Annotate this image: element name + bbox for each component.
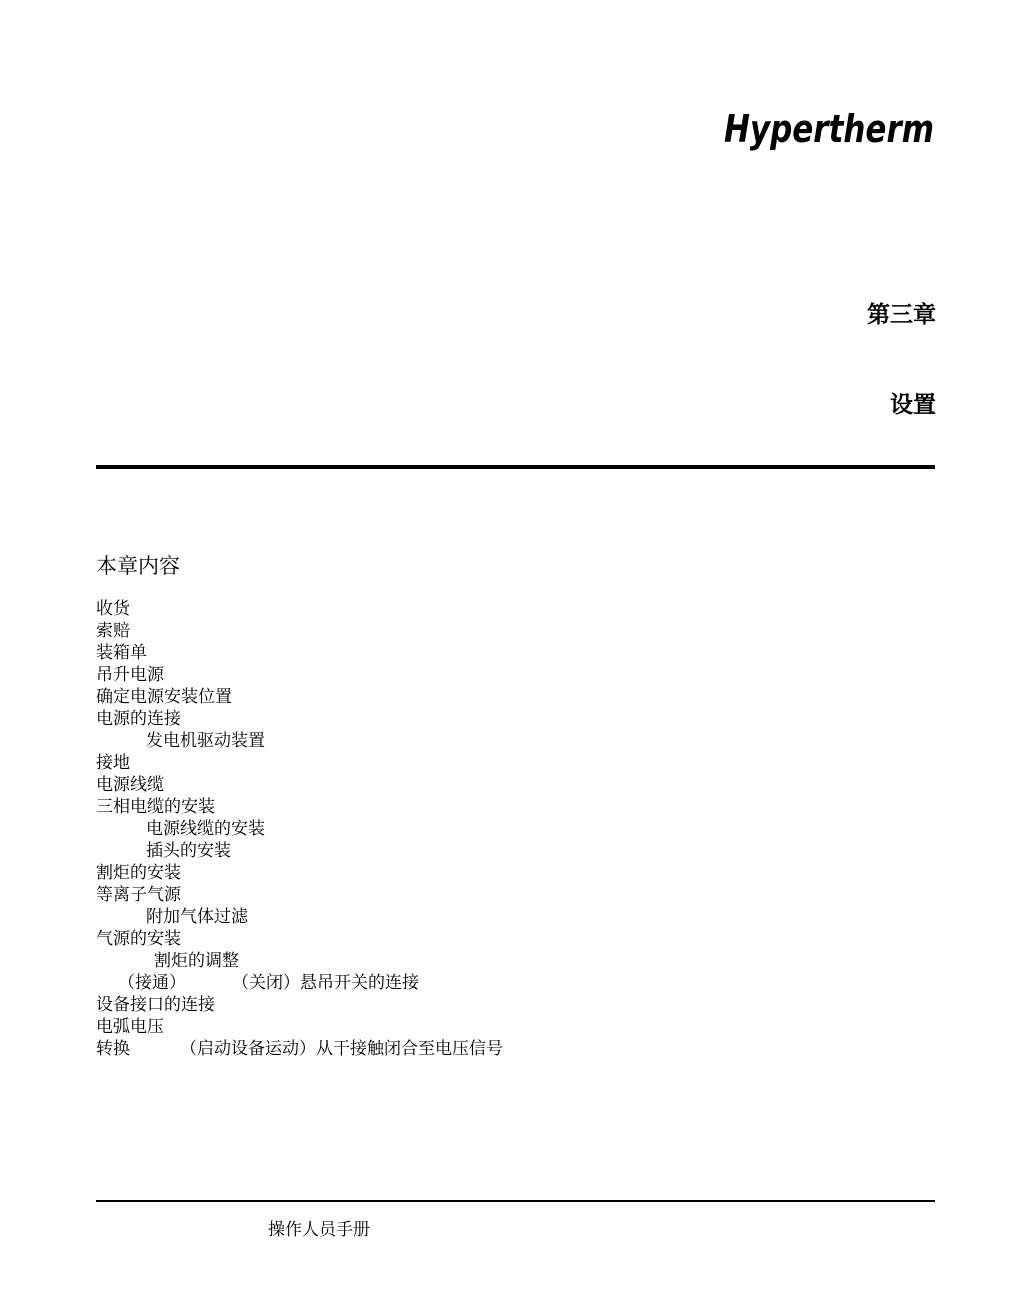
logo-text: Hypertherm xyxy=(724,107,934,151)
toc-subitem[interactable] xyxy=(96,950,503,972)
toc-item[interactable] xyxy=(96,708,503,730)
toc-item-label: 插头的安装 xyxy=(146,841,231,861)
toc-item[interactable] xyxy=(96,928,503,950)
toc-item[interactable] xyxy=(96,620,503,642)
chapter-title: 设置 xyxy=(890,392,936,418)
chapter-number: 第三章 xyxy=(867,302,936,328)
toc-item-label: 确定电源安装位置 xyxy=(96,687,232,707)
toc-subitem[interactable] xyxy=(96,730,503,752)
toc-item-label: 电源线缆 xyxy=(96,775,164,795)
hypertherm-logo-icon xyxy=(722,104,938,156)
header-divider xyxy=(96,465,935,469)
footer-divider xyxy=(96,1200,935,1202)
toc-item[interactable] xyxy=(96,796,503,818)
toc-subitem[interactable] xyxy=(96,906,503,928)
toc-item[interactable] xyxy=(96,642,503,664)
toc-item-label: 电源线缆的安装 xyxy=(146,819,265,839)
toc-item-label-a: （接通） xyxy=(118,973,186,993)
toc-item[interactable] xyxy=(96,862,503,884)
toc-item[interactable] xyxy=(96,1016,503,1038)
contents-heading: 本章内容 xyxy=(96,554,180,578)
toc-item-label: 电源的连接 xyxy=(96,709,181,729)
toc-item-label: 索赔 xyxy=(96,621,130,641)
toc-item-label: 发电机驱动装置 xyxy=(146,731,265,751)
toc-item-label: 气源的安装 xyxy=(96,929,181,949)
toc-item-label: 割炬的调整 xyxy=(154,951,239,971)
toc-item-label-b: （启动设备运动）从干接触闭合至电压信号 xyxy=(180,1039,503,1059)
toc-item-label: 电弧电压 xyxy=(96,1017,164,1037)
toc-item[interactable] xyxy=(96,664,503,686)
toc-item[interactable] xyxy=(96,752,503,774)
toc-subitem[interactable] xyxy=(96,818,503,840)
toc-item-label: 割炬的安装 xyxy=(96,863,181,883)
toc-item[interactable] xyxy=(96,994,503,1016)
toc-item-label: 装箱单 xyxy=(96,643,147,663)
toc-item[interactable] xyxy=(96,598,503,620)
toc-item-label: 等离子气源 xyxy=(96,885,181,905)
footer-manual-label: 操作人员手册 xyxy=(268,1220,370,1240)
toc-item-label: 附加气体过滤 xyxy=(146,907,248,927)
toc-item-label: 设备接口的连接 xyxy=(96,995,215,1015)
toc-item[interactable] xyxy=(96,686,503,708)
toc-item[interactable] xyxy=(96,774,503,796)
toc-subitem[interactable] xyxy=(96,840,503,862)
table-of-contents xyxy=(96,598,503,1060)
toc-item-label: 收货 xyxy=(96,599,130,619)
toc-subitem[interactable] xyxy=(96,972,503,994)
toc-item-label: 接地 xyxy=(96,753,130,773)
toc-item[interactable] xyxy=(96,1038,503,1060)
toc-item-label: 三相电缆的安装 xyxy=(96,797,215,817)
toc-item-label-a: 转换 xyxy=(96,1039,130,1059)
hypertherm-logo xyxy=(722,104,938,156)
toc-item-label: 吊升电源 xyxy=(96,665,164,685)
toc-item[interactable] xyxy=(96,884,503,906)
toc-item-label-b: （关闭）悬吊开关的连接 xyxy=(232,973,419,993)
